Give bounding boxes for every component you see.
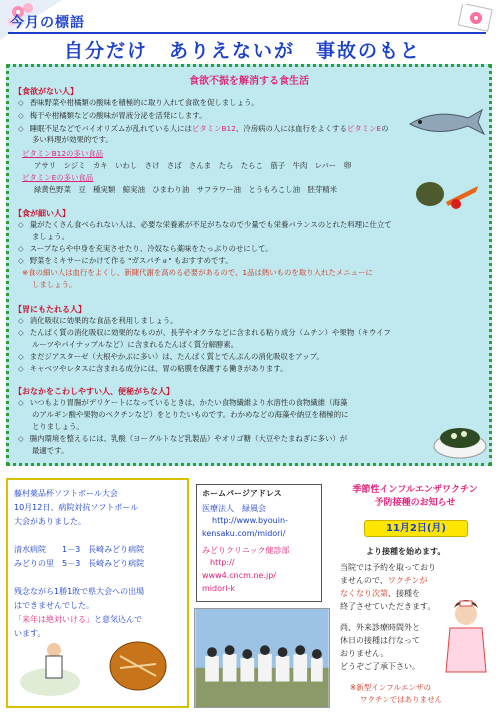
homepage-org: 医療法人 緑風会	[202, 504, 266, 513]
page-headline: 自分だけ ありえないが 事故のもと	[64, 40, 422, 62]
vitamin-e-tag: ビタミンEの多い食品	[22, 173, 94, 182]
section-no-appetite-heading: 【食欲がない人】	[14, 87, 78, 96]
team-photo	[194, 608, 330, 708]
softball-score: 清水病院 1－3 長崎みどり病院	[14, 545, 145, 554]
vaccination-start-date: 11月2日(月)	[364, 520, 468, 537]
flu-line: ませんので、ワクチンが	[340, 576, 428, 585]
vitamin-b12-tag: ビタミンB12の多い食品	[22, 149, 103, 158]
list-item: ◇ 量がたくさん食べられない人は、必要な栄養素が不足がちなので少量でも栄養バランスのとれた料理に仕立て	[18, 220, 392, 229]
flu-footnote: ※新型インフルエンザの	[350, 683, 431, 692]
softball-players-icon	[10, 626, 180, 704]
flu-footnote: ワクチンではありません	[360, 695, 443, 704]
clinic-url[interactable]: midori-k	[202, 584, 236, 593]
header-divider	[8, 32, 486, 34]
list-item: ◇ まだジアスターゼ（大根やかぶに多い）は、たんぱく質とでんぷんの消化吸収をアップ。	[18, 352, 324, 361]
clinic-url[interactable]: www4.cncm.ne.jp/	[202, 571, 276, 580]
list-item: ◇ たんぱく質の消化吸収に効果的なものが、長芋やオクラなどに含まれる粘り成分（ムチン）や果物（キウイフ	[18, 328, 391, 337]
vitamin-b12-foods: アサリ シジミ カキ いわし さけ さば さんま たら たらこ 筋子 牛肉 レバー 卵	[34, 161, 352, 170]
softball-quote-line: 「来年は絶対いける」と意気込んで	[14, 615, 142, 624]
flu-line: 終了させていただきます。	[340, 602, 436, 611]
softball-line: 10月12日、病院対抗ソフトボール	[14, 503, 139, 512]
clinic-url[interactable]: http://	[210, 558, 235, 567]
sprouts-bowl-icon	[432, 406, 488, 460]
monthly-motto-label: 今月の標語	[10, 15, 85, 31]
flower-card-icon	[454, 4, 494, 32]
list-item: ◇ 梅干や柑橘類などの酸味が胃液分泌を活発にします。	[18, 111, 207, 120]
list-item: ◇ 消化吸収に効果的な食品を利用しましょう。	[18, 316, 178, 325]
section-heavy-stomach-heading: 【胃にもたれる人】	[14, 305, 86, 314]
list-item: ◇ 野菜をミキサーにかけて作る "ガスパチョ" もおすすめです。	[18, 256, 233, 265]
list-item: ◇ 香味野菜や柑橘類の酸味を積極的に取り入れて食欲を促しましょう。	[18, 98, 259, 107]
list-item-continued: 最適です。	[32, 446, 69, 455]
note: ※食の細い人は血行をよくし、新陳代謝を高める必要があるので、1品は熱いものを取り入れたメニューに	[22, 268, 373, 277]
softball-line: 残念ながら1勝1敗で県大会への出場	[14, 587, 145, 596]
list-item: ◇ スープならや中身を充実させたり、冷奴なら薬味をたっぷりのせにして。	[18, 244, 273, 253]
flu-line: どうぞご了承下さい。	[340, 662, 420, 671]
list-item: ◇ 腸内環境を整えるには、乳酸（ヨーグルトなど乳製品）やオリゴ糖（大豆やたまねぎに多い）が	[18, 434, 348, 443]
list-item: ◇ キャベツやレタスに含まれる成分には、胃の粘膜を保護する働きがあります。	[18, 364, 288, 373]
flu-line: 尚、外来診療時間外と	[340, 623, 420, 632]
flu-line: おりません。	[340, 649, 389, 658]
list-item-continued: 多い料理が効果的です。	[32, 135, 113, 144]
softball-line: 藤村薬品杯ソフトボール大会	[14, 489, 118, 498]
clinic-name: みどりクリニック健診部	[202, 546, 290, 555]
homepage-url[interactable]: kensaku.com/midori/	[202, 529, 286, 538]
vaccination-start-text: より接種を始めます。	[366, 547, 446, 556]
list-item: ◇ いつもより胃腸がデリケートになっているときは、かたい食物繊維より水溶性の食物繊維（海藻	[18, 398, 348, 407]
flu-line: 休日の接種は行なって	[340, 636, 420, 645]
list-item-continued: ましょう。	[32, 232, 69, 241]
flu-notice-title: 季節性インフルエンザワクチン 予防接種のお知らせ	[352, 485, 478, 508]
list-item-continued: とりましょう。	[32, 422, 84, 431]
nurse-icon	[440, 598, 492, 676]
flu-line: 当院では予約を取っており	[340, 563, 436, 572]
note-continued: しましょう。	[32, 280, 77, 289]
softball-line: はできませんでした。	[14, 601, 94, 610]
softball-score: みどりの里 5－3 長崎みどり病院	[14, 559, 145, 568]
vegetables-icon	[412, 172, 482, 212]
section-small-eater-heading: 【食が細い人】	[14, 209, 70, 218]
softball-line: います。	[14, 629, 46, 638]
flu-line: なくなり次第、接種を	[340, 589, 420, 598]
homepage-title: ホームパージアドレス	[202, 489, 282, 498]
list-item-continued: ルーツやパイナップルなど）に含まれるたんぱく質分解酵素。	[32, 340, 239, 349]
list-item-continued: のアルギン酸や果物のペクチンなど）をとりたいものです。わかめなどの海藻や納豆を積極的に	[32, 410, 349, 419]
vitamin-e-foods: 緑黄色野菜 豆 種実類 鯨実油 ひまわり油 サフラワー油 とうもろこし油 胚芽精米	[34, 185, 338, 194]
softball-line: 大会がありました。	[14, 517, 86, 526]
fish-icon	[406, 104, 486, 138]
panel-title: 食欲不振を解消する食生活	[189, 76, 309, 87]
homepage-url[interactable]: http://www.byouin-	[212, 516, 288, 525]
section-stomach-constipation-heading: 【おなかをこわしやすい人、便秘がちな人】	[14, 387, 174, 396]
list-item: ◇ 睡眠不足などでバイオリズムが乱れている人にはビタミンB12、冷房病の人には血行をよくするビタミンEの	[18, 124, 389, 133]
